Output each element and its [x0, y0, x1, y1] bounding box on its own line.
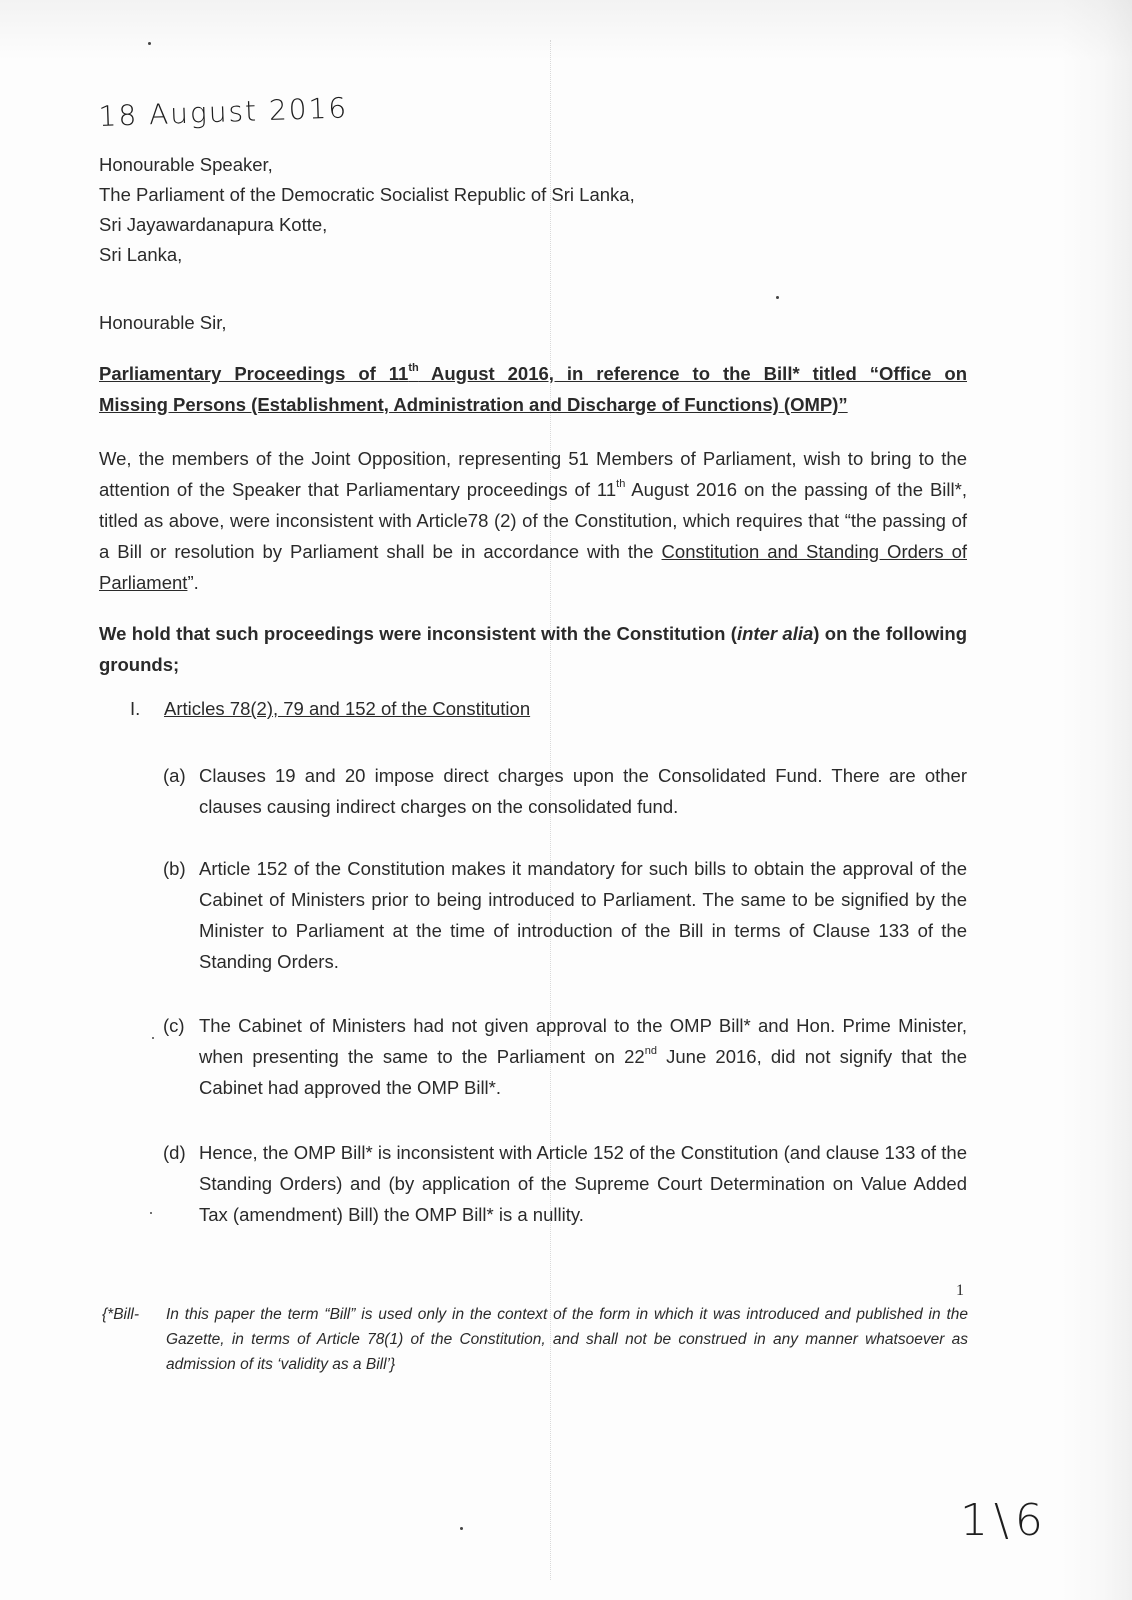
- underlined-phrase: Constitution and Standing Orders of Parliament: [99, 541, 967, 593]
- intro-text: ”.: [187, 572, 199, 593]
- grounds-text: ) on the following grounds;: [99, 623, 967, 675]
- section-number: I.: [130, 698, 141, 719]
- recipient-line: The Parliament of the Democratic Socialist Republic of Sri Lanka,: [99, 184, 635, 205]
- item-label: (a): [163, 765, 186, 786]
- item-text: Article 152 of the Constitution makes it mandatory for such bills to obtain the approval of the Cabinet of Ministers prior to being introduced to Parliament. The same to be signified by the Minister to Parliament at the time of introduction of the Bill in terms of Clause 133 of the Standing Orders.: [199, 858, 967, 972]
- list-item: [163, 1010, 967, 1103]
- ordinal-suffix: th: [616, 477, 626, 490]
- page-number: 1: [956, 1282, 964, 1299]
- section-title: Articles 78(2), 79 and 152 of the Constitution: [164, 698, 531, 719]
- ordinal-suffix: th: [408, 361, 419, 374]
- grounds-text: We hold that such proceedings were inconsistent with the Constitution (: [99, 623, 737, 644]
- recipient-line: Honourable Speaker,: [99, 154, 273, 175]
- item-label: (d): [163, 1142, 186, 1163]
- recipient-line: Sri Jayawardanapura Kotte,: [99, 214, 328, 235]
- handwritten-page-count: 1\6: [960, 1495, 1049, 1546]
- recipient-address: [99, 150, 635, 270]
- scan-speck: [776, 296, 779, 299]
- list-item: [163, 853, 967, 977]
- subject-line-1: [99, 358, 967, 389]
- subject-text: Parliamentary Proceedings of 11: [99, 363, 409, 384]
- ordinal-suffix: nd: [644, 1044, 657, 1057]
- item-text-part: June 2016, did not signify that the Cabinet had approved the OMP Bill*.: [199, 1046, 967, 1098]
- scan-speck: [152, 1037, 154, 1039]
- intro-text: August 2016 on the passing of the Bill*, titled as above, were inconsistent with Article78 (2) of the Constitution, which requires that “the passing of a Bill or resolution by Parliament shall be in accordance with the: [99, 479, 967, 562]
- item-label: (c): [163, 1015, 185, 1036]
- scan-speck: [150, 1212, 152, 1214]
- footnote-text: In this paper the term “Bill” is used only in the context of the form in which it was introduced and published in the Gazette, in terms of Article 78(1) of the Constitution, and shall not be construed in any manner whatsoever as admission of its ‘validity as a Bill’}: [166, 1306, 968, 1373]
- subject-heading: [99, 358, 967, 420]
- item-text: [199, 1010, 967, 1103]
- footnote: [102, 1302, 968, 1377]
- salutation: Honourable Sir,: [99, 312, 227, 333]
- recipient-line: Sri Lanka,: [99, 244, 183, 265]
- footnote-mark: {*Bill-: [102, 1306, 140, 1323]
- handwritten-date: 18 August 2016: [98, 91, 349, 133]
- list-item: [163, 760, 967, 822]
- item-text-part: The Cabinet of Ministers had not given approval to the OMP Bill* and Hon. Prime Minister, when presenting the same to the Parliament on 22: [199, 1015, 967, 1067]
- subject-text: August 2016, in reference to the Bill* titled “Office on: [418, 363, 968, 384]
- scan-shadow-top: [0, 0, 1132, 60]
- list-item: [163, 1137, 967, 1230]
- grounds-statement: [99, 618, 967, 680]
- intro-paragraph: [99, 443, 967, 598]
- scan-shadow-right: [1062, 0, 1132, 1600]
- subject-line-2: Missing Persons (Establishment, Administration and Discharge of Functions) (OMP)”: [99, 394, 848, 415]
- item-text: Hence, the OMP Bill* is inconsistent with Article 152 of the Constitution (and clause 133 of the Standing Orders) and (by application of the Supreme Court Determination on Value Added Tax (amendment) Bill) the OMP Bill* is a nullity.: [199, 1142, 967, 1225]
- latin-phrase: inter alia: [736, 623, 814, 644]
- intro-text: We, the members of the Joint Opposition, representing 51 Members of Parliament, wish to bring to the attention of the Speaker that Parliamentary proceedings of 11: [99, 448, 967, 500]
- item-label: (b): [163, 858, 186, 879]
- scan-speck: [460, 1527, 463, 1530]
- scan-speck: [148, 42, 151, 45]
- section-heading: [130, 698, 530, 720]
- item-text: Clauses 19 and 20 impose direct charges upon the Consolidated Fund. There are other clauses causing indirect charges on the consolidated fund.: [199, 765, 967, 817]
